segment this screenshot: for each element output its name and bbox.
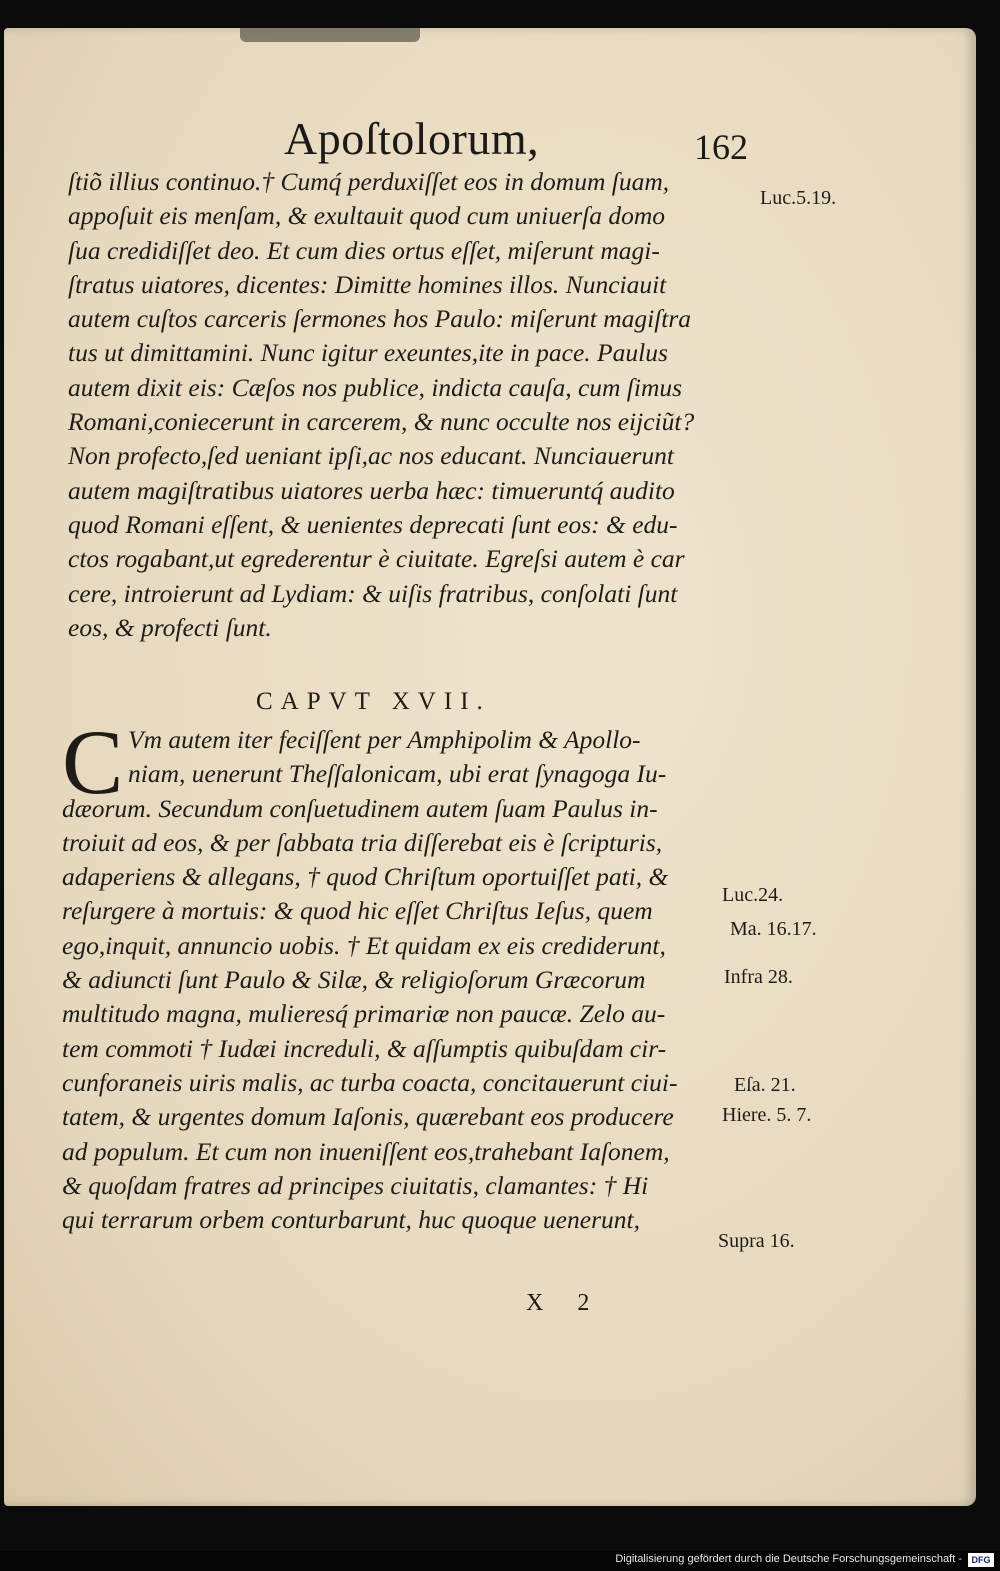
margin-note-ma-16-17: Ma. 16.17. bbox=[730, 918, 817, 940]
text-line: autem dixit eis: Cæſos nos publice, indicta cauſa, cum ſimus bbox=[68, 372, 683, 402]
margin-note-esa-21: Eſa. 21. bbox=[734, 1074, 796, 1096]
running-head: Apoſtolorum, bbox=[284, 113, 540, 164]
text-line: ego,inquit, annuncio uobis. † Et quidam ex eis crediderunt, bbox=[62, 930, 666, 960]
text-line: Non profecto,ſed ueniant ipſi,ac nos educant. Nunciauerunt bbox=[68, 441, 675, 471]
binding-strip bbox=[240, 28, 420, 42]
text-line: adaperiens & allegans, † quod Chriſtum oportuiſſet pati, & bbox=[62, 862, 669, 892]
text-line: ſua credidiſſet deo. Et cum dies ortus eſſet, miſerunt magi- bbox=[68, 235, 660, 265]
text-line: quod Romani eſſent, & uenientes deprecati ſunt eos: & edu- bbox=[68, 509, 678, 539]
text-line: ſtratus uiatores, dicentes: Dimitte homines illos. Nunciauit bbox=[68, 269, 667, 299]
margin-note-supra-16: Supra 16. bbox=[718, 1230, 795, 1252]
text-line: ſtiõ illius continuo.† Cumq́ perduxiſſet eos in domum ſuam, bbox=[68, 167, 670, 196]
drop-capital: C bbox=[62, 711, 124, 813]
text-line: tem commoti † Iudæi increduli, & aſſumptis quibuſdam cir- bbox=[62, 1033, 667, 1063]
text-line: troiuit ad eos, & per ſabbata tria diſſerebat eis è ſcripturis, bbox=[62, 827, 663, 857]
text-line: eos, & profecti ſunt. bbox=[68, 612, 272, 642]
text-line: tus ut dimittamini. Nunc igitur exeuntes,ite in pace. Paulus bbox=[68, 338, 668, 368]
text-line: multitudo magna, mulieresq́ primariæ non paucæ. Zelo au- bbox=[62, 999, 666, 1029]
margin-note-infra-28: Infra 28. bbox=[724, 966, 793, 988]
chapter-heading: CAPVT XVII. bbox=[256, 688, 491, 715]
text-line: qui terrarum orbem conturbarunt, huc quoque uenerunt, bbox=[62, 1205, 640, 1235]
dfg-logo: DFG bbox=[968, 1553, 994, 1567]
chapter-text bbox=[62, 723, 762, 1237]
text-line: & adiuncti ſunt Paulo & Silæ, & religioſorum Græcorum bbox=[62, 965, 646, 995]
text-line: niam, uenerunt Theſſalonicam, ubi erat ſynagoga Iu- bbox=[128, 759, 667, 789]
gathering-signature: X 2 bbox=[526, 1290, 604, 1316]
body-text bbox=[68, 165, 768, 645]
text-line: autem cuſtos carceris ſermones hos Paulo: miſerunt magiſtra bbox=[68, 304, 692, 334]
text-line: appoſuit eis menſam, & exultauit quod cum uniuerſa domo bbox=[68, 201, 666, 231]
text-line: Romani,coniecerunt in carcerem, & nunc occulte nos eijciũt? bbox=[68, 407, 695, 437]
text-line: cunforaneis uiris malis, ac turba coacta, concitauerunt ciui- bbox=[62, 1067, 678, 1097]
text-line: tatem, & urgentes domum Iaſonis, quærebant eos producere bbox=[62, 1102, 674, 1132]
text-line: dæorum. Secundum conſuetudinem autem ſuam Paulus in- bbox=[62, 793, 658, 823]
text-line: ad populum. Et cum non inueniſſent eos,trahebant Iaſonem, bbox=[62, 1136, 670, 1166]
text-line: & quoſdam fratres ad principes ciuitatis, clamantes: † Hi bbox=[62, 1170, 649, 1200]
text-line: Vm autem iter feciſſent per Amphipolim & Apollo- bbox=[128, 725, 641, 754]
margin-note-luc-5-19: Luc.5.19. bbox=[760, 187, 837, 209]
page-number: 162 bbox=[694, 127, 748, 167]
text-line: autem magiſtratibus uiatores uerba hæc: timueruntq́ audito bbox=[68, 475, 675, 505]
margin-note-hiere-5-7: Hiere. 5. 7. bbox=[722, 1104, 812, 1126]
margin-note-luc-24: Luc.24. bbox=[722, 884, 784, 906]
text-line: reſurgere à mortuis: & quod hic eſſet Chriſtus Ieſus, quem bbox=[62, 896, 653, 926]
footer-credit: Digitalisierung gefördert durch die Deutsche Forschungsgemeinschaft - bbox=[615, 1553, 962, 1565]
text-line: ctos rogabant,ut egrederentur è ciuitate. Egreſsi autem è car bbox=[68, 544, 685, 574]
text-line: cere, introierunt ad Lydiam: & uiſis fratribus, conſolati ſunt bbox=[68, 578, 678, 608]
